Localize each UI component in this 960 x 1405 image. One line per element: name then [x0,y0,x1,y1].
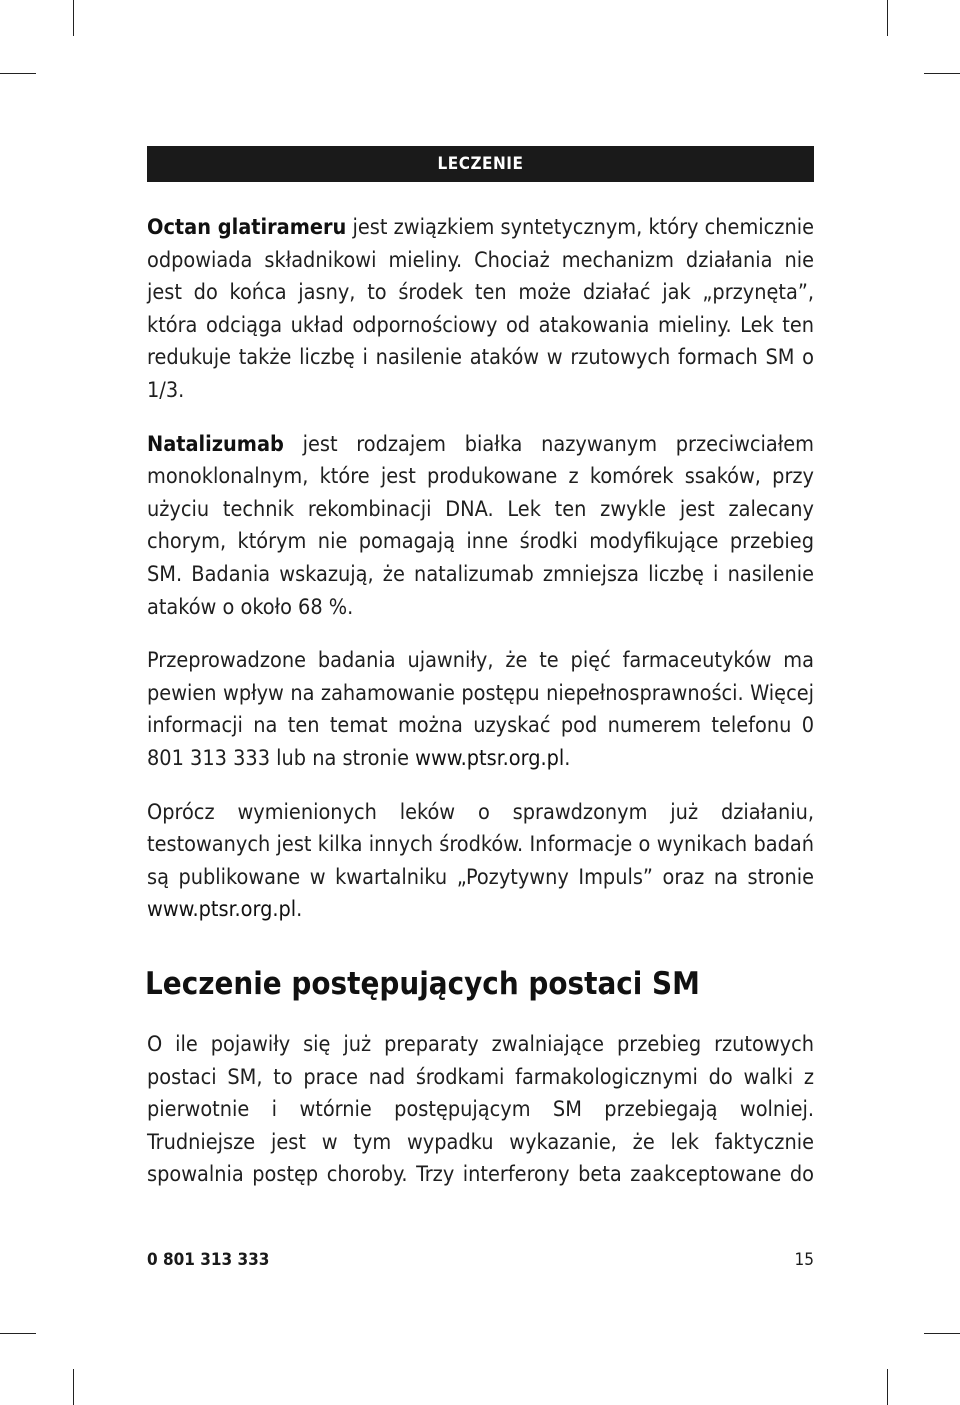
website-link[interactable]: www.ptsr.org.pl [415,745,565,771]
body-text [147,212,814,927]
website-link[interactable]: www.ptsr.org.pl [147,897,297,923]
paragraph-text: Przeprowadzone badania ujawniły, że te pięć farmaceutyków ma pewien wpływ na zahamowanie postępu niepełnosprawności. Więcej informacji na ten temat można uzyskać pod numerem telefonu 0 801 313 333 lub na stronie [147,648,814,771]
section-heading: Leczenie postępujących postaci SM [145,966,700,1002]
crop-mark [73,0,74,36]
paragraph-glatiramer [147,212,814,408]
term-glatiramer: Octan glatirameru [147,215,347,240]
page-footer [147,1250,814,1270]
paragraph-other-drugs [147,797,814,927]
crop-mark [924,1333,960,1334]
page-number: 15 [794,1250,814,1270]
crop-mark [924,73,960,74]
section-label: LECZENIE [437,154,524,174]
crop-mark [0,1333,36,1334]
term-natalizumab: Natalizumab [147,431,284,457]
paragraph-research [147,645,814,775]
crop-mark [0,73,36,74]
crop-mark [887,1369,888,1405]
paragraph-text: jest związkiem syntetycznym, który chemicznie odpowiada składnikowi mieliny. Chociaż mechanizm działania nie jest do końca jasny, to środek ten może działać jak „przynęta”, która odciąga układ odpornościowy od atakowania mieliny. Lek ten redukuje także liczbę i nasilenie ataków w rzutowych formach SM o 1/3. [147,215,815,403]
crop-mark [73,1369,74,1405]
paragraph-progressive: O ile pojawiły się już preparaty zwalniające przebieg rzutowych postaci SM, to prace nad środkami farmakologicznymi do walki z pierwotnie i wtórnie postępującym SM przebiegają wolniej. Trudniejsze jest w tym wypadku wykazanie, że lek faktycznie spowalnia postęp choroby. Trzy interferony beta zaakceptowane do [147,1032,814,1188]
paragraph-natalizumab [147,429,814,625]
crop-mark [887,0,888,36]
footer-phone: 0 801 313 333 [147,1250,270,1270]
paragraph-text: Oprócz wymienionych leków o sprawdzonym już działaniu, testowanych jest kilka innych środków. Informacje o wynikach badań są publikowane w kwartalniku „Pozytywny Impuls” oraz na stronie [147,799,814,890]
punctuation: . [564,745,571,771]
section-header-bar [147,146,814,182]
punctuation: . [296,897,303,923]
section-body [147,1029,814,1192]
paragraph-text: jest rodzajem białka nazywanym przeciwciałem monoklonalnym, które jest produkowane z komórek ssaków, przy użyciu technik rekombinacji DNA. Lek ten zwykle jest zalecany chorym, którym nie pomagają inne środki modyfikujące przebieg SM. Badania wskazują, że natalizumab zmniejsza liczbę i nasilenie ataków o około 68 %. [147,431,814,620]
